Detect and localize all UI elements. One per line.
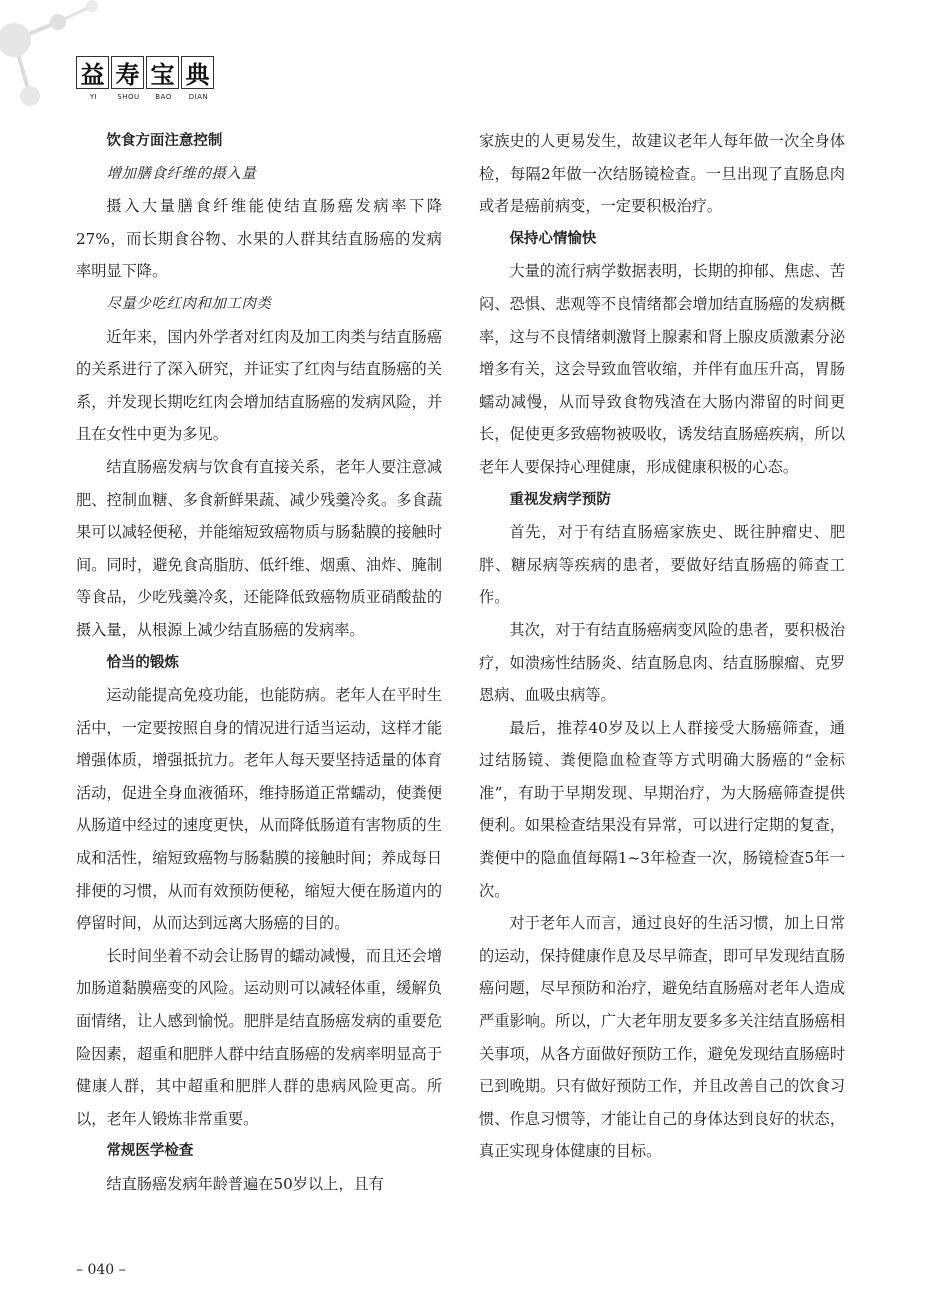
paragraph: 大量的流行病学数据表明，长期的抑郁、焦虑、苦闷、恐惧、悲观等不良情绪都会增加结直肠癌的发病概率，这与不良情绪刺激肾上腺素和肾上腺皮质激素分泌增多有关，这会导致血管收缩，并伴有血压升高，胃肠蠕动减慢，从而导致食物残渣在大肠内滞留的时间更长，促使更多致癌物被吸收，诱发结直肠癌疾病，所以老年人要保持心理健康，形成健康积极的心态。 xyxy=(479,262,845,476)
logo-pinyin: YI xyxy=(89,93,98,101)
magazine-logo xyxy=(76,56,216,101)
subsection-heading: 增加膳食纤维的摄入量 xyxy=(106,165,257,182)
paragraph: 结直肠癌发病年龄普遍在50岁以上，且有 xyxy=(106,1175,384,1193)
logo-char: 宝 xyxy=(146,56,179,89)
logo-char: 典 xyxy=(181,56,214,89)
section-heading: 常规医学检查 xyxy=(106,1143,194,1160)
logo-pinyin: BAO xyxy=(155,93,172,101)
section-heading: 重视发病学预防 xyxy=(509,491,611,508)
paragraph: 家族史的人更易发生，故建议老年人每年做一次全身体检，每隔2年做一次结肠镜检查。一旦出现了直肠息肉或者是癌前病变，一定要积极治疗。 xyxy=(479,132,845,216)
paragraph: 运动能提高免疫功能，也能防病。老年人在平时生活中，一定要按照自身的情况进行适当运动，这样才能增强体质，增强抵抗力。老年人每天要坚持适量的体育活动，促进全身血液循环，维持肠道正常蠕动，使粪便从肠道中经过的速度更快，从而降低肠道有害物质的生成和活性，缩短致癌物与肠黏膜的接触时间；养成每日排便的习惯，从而有效预防便秘，缩短大便在肠道内的停留时间，从而达到远离大肠癌的目的。 xyxy=(76,686,442,933)
section-heading: 恰当的锻炼 xyxy=(106,654,179,671)
logo-char: 益 xyxy=(76,56,109,89)
section-heading: 饮食方面注意控制 xyxy=(106,133,223,149)
paragraph: 对于老年人而言，通过良好的生活习惯，加上日常的运动，保持健康作息及尽早筛查，即可早发现结直肠癌问题，尽早预防和治疗，避免结直肠癌对老年人造成严重影响。所以，广大老年朋友要多多关注结直肠癌相关事项，从各方面做好预防工作，避免发现结直肠癌时已到晚期。只有做好预防工作，并且改善自己的饮食习惯、作息习惯等，才能让自己的身体达到良好的状态，真正实现身体健康的目标。 xyxy=(479,914,845,1161)
paragraph: 结直肠癌发病与饮食有直接关系，老年人要注意减肥、控制血糖、多食新鲜果蔬、减少残羹冷炙。多食蔬果可以减轻便秘，并能缩短致癌物质与肠黏膜的接触时间。同时，避免食高脂肪、低纤维、烟熏、油炸、腌制等食品，少吃残羹冷炙，还能降低致癌物质亚硝酸盐的摄入量，从根源上减少结直肠癌的发病率。 xyxy=(76,457,442,639)
page-number: – 040 – xyxy=(76,1262,126,1278)
paragraph: 首先，对于有结直肠癌家族史、既往肿瘤史、肥胖、糖尿病等疾病的患者，要做好结直肠癌的筛查工作。 xyxy=(479,523,845,607)
paragraph: 近年来，国内外学者对红肉及加工肉类与结直肠癌的关系进行了深入研究，并证实了红肉与结直肠癌的关系，并发现长期吃红肉会增加结直肠癌的发病风险，并且在女性中更为多见。 xyxy=(76,327,442,444)
subsection-heading: 尽量少吃红肉和加工肉类 xyxy=(106,295,272,312)
paragraph: 摄入大量膳食纤维能使结直肠癌发病率下降27%，而长期食谷物、水果的人群其结直肠癌的发病率明显下降。 xyxy=(76,197,442,281)
right-column xyxy=(479,125,845,1168)
paragraph: 其次，对于有结直肠癌病变风险的患者，要积极治疗，如溃疡性结肠炎、结直肠息肉、结直肠腺瘤、克罗恩病、血吸虫病等。 xyxy=(479,620,845,705)
section-heading: 保持心情愉快 xyxy=(509,230,597,247)
logo-char: 寿 xyxy=(111,56,144,89)
paragraph: 长时间坐着不动会让肠胃的蠕动减慢，而且还会增加肠道黏膜癌变的风险。运动则可以减轻体重，缓解负面情绪，让人感到愉悦。肥胖是结直肠癌发病的重要危险因素，超重和肥胖人群中结直肠癌的发病率明显高于健康人群，其中超重和肥胖人群的患病风险更高。所以，老年人锻炼非常重要。 xyxy=(76,946,442,1128)
logo-pinyin: SHOU xyxy=(117,93,140,101)
left-column xyxy=(76,125,442,1201)
paragraph: 最后，推荐40岁及以上人群接受大肠癌筛查，通过结肠镜、粪便隐血检查等方式明确大肠癌的“金标准”，有助于早期发现、早期治疗，为大肠癌筛查提供便利。如果检查结果没有异常，可以进行定期的复查，粪便中的隐血值每隔1~3年检查一次，肠镜检查5年一次。 xyxy=(479,718,845,900)
logo-pinyin: DIAN xyxy=(188,93,209,101)
